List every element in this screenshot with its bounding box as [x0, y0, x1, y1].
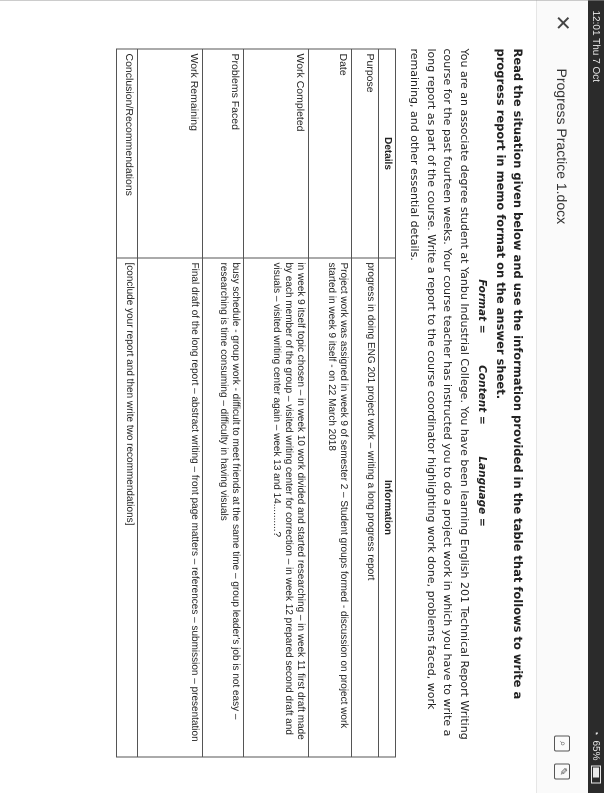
wifi-icon: ◔: [590, 728, 602, 735]
grading-rubric: [476, 48, 488, 757]
table-row: [117, 49, 138, 757]
edit-icon[interactable]: ✎: [555, 763, 571, 779]
table-row: [203, 49, 244, 757]
status-time: 12:01: [590, 10, 602, 36]
status-bar: [588, 0, 604, 793]
table-row: [352, 49, 379, 757]
header-details: Details: [379, 49, 396, 258]
row-info: in week 9 itself topic chosen – in week 10 work divided and started researching – in week 11 first draft made by each member of the group – visited writing center for correction – in week 12 prepared second draft and visuals – visited writing center again – week 13 and 14..........?: [244, 258, 309, 757]
row-info: progress in doing ENG 201 project work – writing a long progress report: [352, 258, 379, 757]
row-info: Project work was assigned in week 9 of semester 2 – Student groups formed - discussion on project work started in week 9 itself - on 22 March 2018: [309, 258, 352, 757]
close-icon: ✕: [551, 14, 573, 31]
rubric-language: Language =: [476, 455, 488, 527]
table-row: [309, 49, 352, 757]
row-label: Date: [309, 49, 352, 258]
row-info: [conclude your report and then write two recommendations]: [117, 258, 138, 757]
table-header-row: [379, 49, 396, 757]
table-row: [244, 49, 309, 757]
row-info: busy schedule - group work - difficult to meet friends at the same time – group leader's job is not easy – researching is time consuming – difficulty in having visuals: [203, 258, 244, 757]
situation-text: You are an associate degree student at Yanbu Industrial College. You have been learning English 201 Technical Report Writing course for the past fourteen weeks. Your course teacher has instructed you to do a project work in which you have to write a long report as part of the course. Write a report to the course coordinator highlighting work done, problems faced, work remaining, and other essential details.: [408, 48, 471, 740]
document-title: Progress Practice 1.docx: [554, 68, 571, 224]
document-content: [116, 48, 526, 757]
app-bar: [536, 0, 588, 793]
rubric-format: Format =: [476, 278, 488, 334]
row-label: Work Remaining: [138, 49, 203, 258]
status-date: Thu 7 Oct: [590, 37, 602, 82]
battery-percent: 65%: [590, 739, 602, 760]
info-table: [116, 48, 396, 757]
row-label: Work Completed: [244, 49, 309, 258]
header-information: Information: [379, 258, 396, 757]
row-label: Problems Faced: [203, 49, 244, 258]
instruction-heading: Read the situation given below and use the information provided in the table that follows to write a progress report in memo format on the answer sheet.: [494, 48, 525, 699]
search-icon[interactable]: ⌕: [555, 735, 571, 751]
rubric-content: Content =: [476, 364, 488, 425]
row-label: Conclusion/Recommendations: [117, 49, 138, 258]
row-label: Purpose: [352, 49, 379, 258]
row-info: Final draft of the long report – abstract writing – front page matters – references – submission – presentation: [138, 258, 203, 757]
battery-icon: [591, 765, 601, 783]
close-button[interactable]: [550, 14, 575, 44]
table-row: [138, 49, 203, 757]
